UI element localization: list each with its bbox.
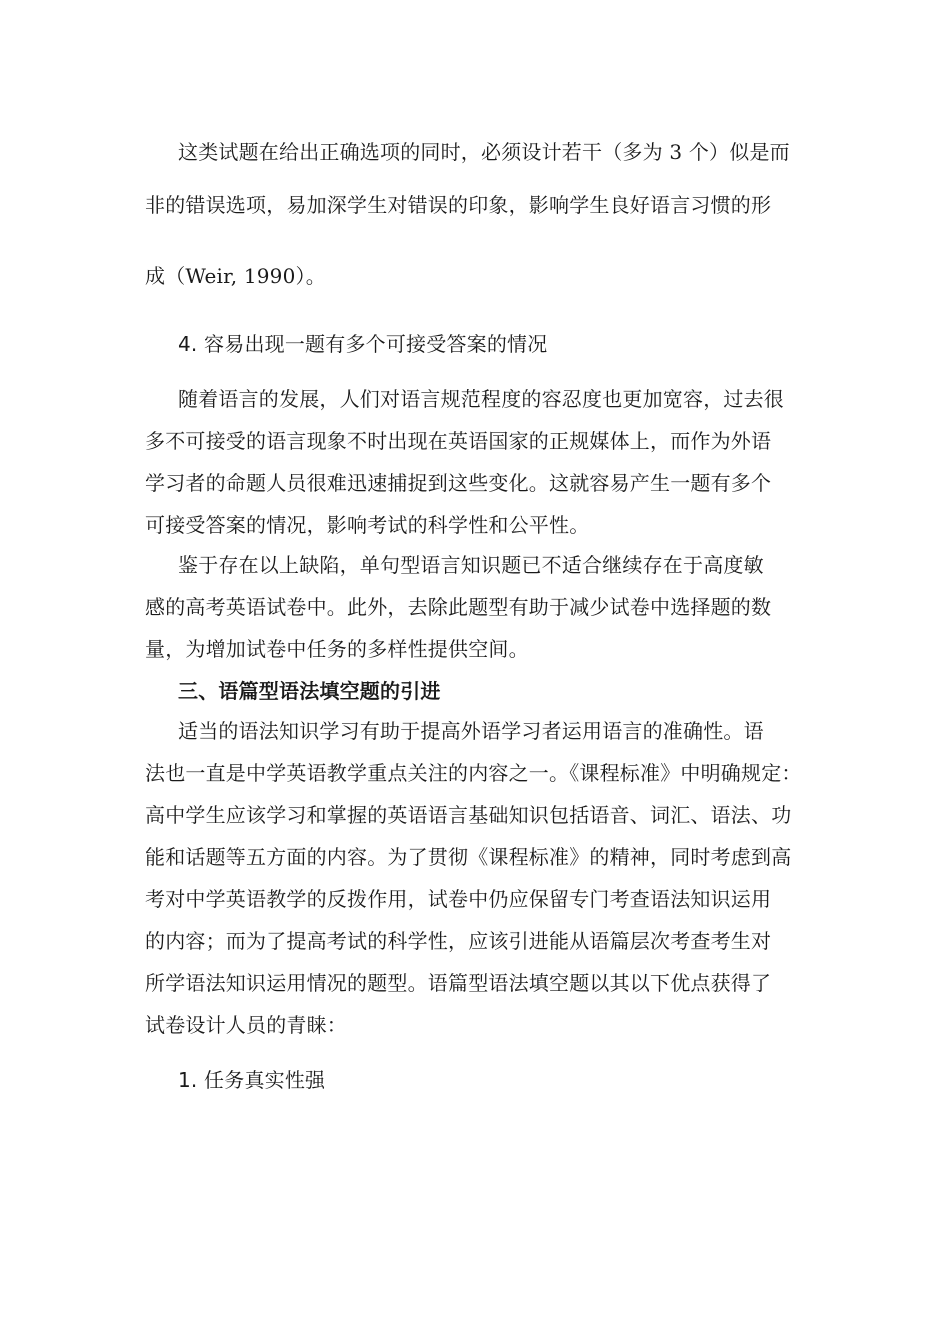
paragraph-line: 非的错误选项，易加深学生对错误的印象，影响学生良好语言习惯的形 — [145, 193, 772, 217]
paragraph-line: 的内容；而为了提高考试的科学性，应该引进能从语篇层次考查考生对 — [145, 929, 772, 953]
paragraph-line: 法也一直是中学英语教学重点关注的内容之一。《课程标准》中明确规定： — [145, 761, 802, 785]
paragraph-line: 考对中学英语教学的反拨作用，试卷中仍应保留专门考查语法知识运用 — [145, 887, 772, 911]
section-heading: 三、语篇型语法填空题的引进 — [178, 679, 441, 703]
paragraph-line: 高中学生应该学习和掌握的英语语言基础知识包括语音、词汇、语法、功 — [145, 803, 792, 827]
subheading-1: 1. 任务真实性强 — [178, 1068, 326, 1092]
paragraph-line: 感的高考英语试卷中。此外，去除此题型有助于减少试卷中选择题的数 — [145, 595, 772, 619]
paragraph-line: 学习者的命题人员很难迅速捕捉到这些变化。这就容易产生一题有多个 — [145, 471, 772, 495]
paragraph-line: 成（Weir, 1990）。 — [145, 264, 326, 288]
paragraph-line: 能和话题等五方面的内容。为了贯彻《课程标准》的精神，同时考虑到高 — [145, 845, 792, 869]
paragraph-line: 试卷设计人员的青睐： — [145, 1013, 347, 1037]
paragraph-line: 鉴于存在以上缺陷，单句型语言知识题已不适合继续存在于高度敏 — [178, 553, 764, 577]
paragraph-line: 随着语言的发展，人们对语言规范程度的容忍度也更加宽容，过去很 — [178, 387, 784, 411]
paragraph-line: 可接受答案的情况，影响考试的科学性和公平性。 — [145, 513, 590, 537]
subheading-4: 4. 容易出现一题有多个可接受答案的情况 — [178, 332, 548, 356]
paragraph-line: 适当的语法知识学习有助于提高外语学习者运用语言的准确性。语 — [178, 719, 764, 743]
paragraph-line: 多不可接受的语言现象不时出现在英语国家的正规媒体上，而作为外语 — [145, 429, 772, 453]
paragraph-line: 这类试题在给出正确选项的同时，必须设计若干（多为 3 个）似是而 — [178, 140, 790, 164]
paragraph-line: 所学语法知识运用情况的题型。语篇型语法填空题以其以下优点获得了 — [145, 971, 772, 995]
paragraph-line: 量，为增加试卷中任务的多样性提供空间。 — [145, 637, 529, 661]
